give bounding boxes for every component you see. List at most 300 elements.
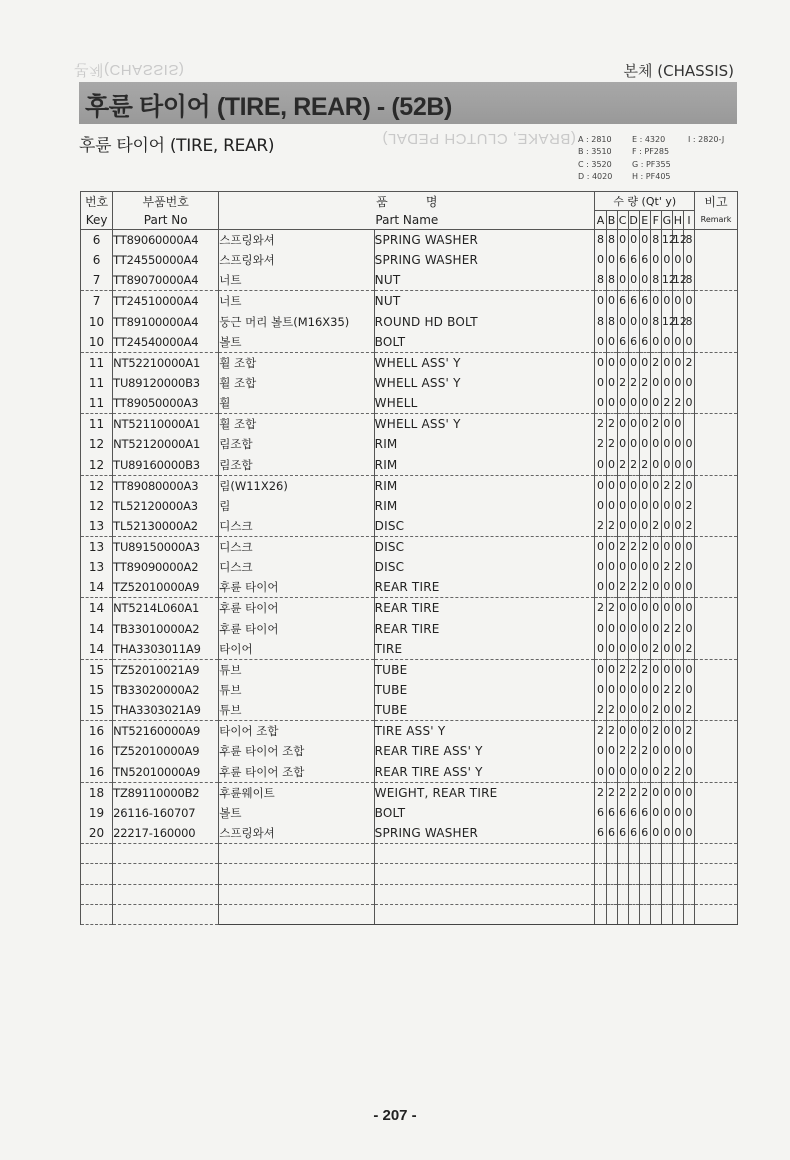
english-name-cell: DISC	[374, 557, 595, 577]
remark-cell	[695, 721, 738, 742]
table-row	[81, 577, 738, 598]
qty-cell: 2	[628, 659, 639, 680]
blank-cell	[639, 905, 650, 925]
key-cell: 14	[81, 618, 113, 638]
key-cell: 16	[81, 741, 113, 761]
key-cell: 14	[81, 598, 113, 619]
blank-cell	[672, 843, 683, 863]
qty-cell: 2	[628, 536, 639, 557]
qty-cell: 2	[595, 516, 606, 537]
qty-cell: 2	[628, 455, 639, 476]
table-row	[81, 332, 738, 353]
blank-cell	[639, 843, 650, 863]
blank-cell	[650, 884, 661, 904]
qty-cell: 0	[672, 803, 683, 823]
blank-cell	[650, 864, 661, 884]
remark-cell	[695, 352, 738, 373]
remark-cell	[695, 557, 738, 577]
qty-cell: 0	[683, 475, 694, 496]
qty-cell: 0	[639, 700, 650, 721]
key-cell: 11	[81, 393, 113, 414]
qty-cell: 2	[672, 618, 683, 638]
qty-cell: 8	[683, 311, 694, 331]
qty-cell: 0	[595, 352, 606, 373]
remark-cell	[695, 741, 738, 761]
english-name-cell: RIM	[374, 434, 595, 454]
korean-name-cell: 후륜 타이어	[219, 598, 374, 619]
qty-cell: 2	[617, 782, 628, 803]
table-row	[81, 455, 738, 476]
qty-cell: 2	[650, 639, 661, 660]
key-cell: 15	[81, 680, 113, 700]
qty-cell: 0	[628, 270, 639, 291]
qty-cell: 2	[639, 577, 650, 598]
qty-cell: 0	[595, 250, 606, 270]
key-cell: 12	[81, 434, 113, 454]
korean-name-cell: 스프링와셔	[219, 250, 374, 270]
blank-cell	[695, 905, 738, 925]
key-cell: 11	[81, 414, 113, 435]
qty-cell: 2	[617, 659, 628, 680]
qty-cell: 0	[606, 455, 617, 476]
part-no-cell: 26116-160707	[113, 803, 219, 823]
blank-cell	[606, 884, 617, 904]
blank-cell	[617, 864, 628, 884]
qty-cell: 2	[595, 434, 606, 454]
qty-cell: 0	[683, 762, 694, 783]
qty-cell: 0	[639, 680, 650, 700]
qty-cell: 0	[650, 741, 661, 761]
english-name-cell: TUBE	[374, 680, 595, 700]
qty-cell: 0	[661, 782, 672, 803]
table-row	[81, 680, 738, 700]
english-name-cell: TIRE	[374, 639, 595, 660]
remark-cell	[695, 659, 738, 680]
qty-cell: 0	[628, 721, 639, 742]
qty-cell: 2	[683, 639, 694, 660]
model-code: C : 3520	[578, 159, 612, 169]
qty-cell: 0	[639, 475, 650, 496]
qty-cell: 6	[595, 803, 606, 823]
qty-cell: 2	[683, 352, 694, 373]
english-name-cell: BOLT	[374, 803, 595, 823]
header-part-no: 부품번호 Part No	[113, 192, 219, 230]
qty-cell: 6	[595, 823, 606, 844]
qty-cell: 0	[639, 434, 650, 454]
qty-cell: 0	[650, 557, 661, 577]
qty-cell: 8	[606, 311, 617, 331]
blank-cell	[672, 864, 683, 884]
qty-cell: 6	[617, 250, 628, 270]
key-cell: 16	[81, 721, 113, 742]
qty-cell: 8	[683, 230, 694, 251]
qty-cell: 0	[628, 598, 639, 619]
model-code-column	[632, 134, 671, 183]
qty-cell: 0	[661, 332, 672, 353]
qty-cell: 2	[672, 475, 683, 496]
qty-cell: 0	[617, 434, 628, 454]
blank-cell	[81, 843, 113, 863]
qty-cell: 0	[606, 332, 617, 353]
table-row	[81, 475, 738, 496]
blank-cell	[628, 864, 639, 884]
blank-cell	[650, 843, 661, 863]
blank-cell	[617, 843, 628, 863]
blank-cell	[683, 884, 694, 904]
qty-cell: 2	[595, 782, 606, 803]
english-name-cell: TUBE	[374, 700, 595, 721]
header-part-name: 품 명 Part Name	[219, 192, 595, 230]
qty-cell: 0	[672, 291, 683, 312]
korean-name-cell: 휠	[219, 393, 374, 414]
key-cell: 14	[81, 577, 113, 598]
key-cell: 7	[81, 291, 113, 312]
qty-cell: 2	[639, 373, 650, 393]
qty-cell: 0	[683, 823, 694, 844]
qty-cell: 0	[650, 762, 661, 783]
qty-cell	[683, 414, 694, 435]
qty-cell: 8	[650, 311, 661, 331]
part-no-cell: TT24550000A4	[113, 250, 219, 270]
qty-cell: 0	[606, 618, 617, 638]
key-cell: 12	[81, 475, 113, 496]
key-cell: 12	[81, 496, 113, 516]
english-name-cell: DISC	[374, 536, 595, 557]
qty-cell: 0	[639, 414, 650, 435]
qty-cell: 0	[639, 393, 650, 414]
model-code-column	[688, 134, 724, 146]
part-no-cell: TL52120000A3	[113, 496, 219, 516]
qty-cell: 0	[628, 311, 639, 331]
key-cell: 11	[81, 352, 113, 373]
blank-cell	[113, 905, 219, 925]
key-cell: 10	[81, 332, 113, 353]
korean-name-cell: 후륜웨이트	[219, 782, 374, 803]
qty-cell: 0	[650, 373, 661, 393]
remark-cell	[695, 639, 738, 660]
qty-cell: 0	[606, 639, 617, 660]
qty-cell: 0	[661, 250, 672, 270]
qty-cell: 2	[661, 393, 672, 414]
table-row	[81, 414, 738, 435]
qty-cell: 2	[628, 577, 639, 598]
qty-cell: 6	[617, 803, 628, 823]
qty-cell: 0	[639, 516, 650, 537]
header-qty-col: I	[683, 211, 694, 230]
qty-cell: 0	[683, 557, 694, 577]
qty-cell: 0	[683, 393, 694, 414]
qty-cell: 0	[683, 373, 694, 393]
english-name-cell: REAR TIRE	[374, 577, 595, 598]
qty-cell: 0	[672, 373, 683, 393]
qty-cell: 6	[628, 803, 639, 823]
part-no-cell: TL52130000A2	[113, 516, 219, 537]
english-name-cell: TUBE	[374, 659, 595, 680]
qty-cell: 0	[672, 782, 683, 803]
header-qty-col: E	[639, 211, 650, 230]
qty-cell: 2	[683, 721, 694, 742]
english-name-cell: REAR TIRE ASS' Y	[374, 762, 595, 783]
qty-cell: 0	[628, 618, 639, 638]
blank-cell	[695, 843, 738, 863]
remark-cell	[695, 782, 738, 803]
blank-row	[81, 884, 738, 904]
blank-cell	[672, 884, 683, 904]
table-row	[81, 352, 738, 373]
qty-cell: 0	[661, 373, 672, 393]
qty-cell: 12	[661, 311, 672, 331]
qty-cell: 0	[595, 762, 606, 783]
header-qty-col: G	[661, 211, 672, 230]
remark-cell	[695, 577, 738, 598]
qty-cell: 0	[606, 680, 617, 700]
qty-cell: 0	[628, 639, 639, 660]
qty-cell: 2	[661, 618, 672, 638]
key-cell: 15	[81, 659, 113, 680]
blank-cell	[606, 843, 617, 863]
part-no-cell: TU89120000B3	[113, 373, 219, 393]
qty-cell: 2	[595, 700, 606, 721]
model-code: B : 3510	[578, 147, 612, 157]
english-name-cell: RIM	[374, 455, 595, 476]
table-row	[81, 639, 738, 660]
part-no-cell: TZ52010000A9	[113, 577, 219, 598]
korean-name-cell: 후륜 타이어	[219, 618, 374, 638]
qty-cell: 2	[617, 373, 628, 393]
qty-cell: 0	[672, 352, 683, 373]
model-code: A : 2810	[578, 135, 612, 144]
table-row	[81, 741, 738, 761]
korean-name-cell: 휠 조합	[219, 414, 374, 435]
part-no-cell: THA3303021A9	[113, 700, 219, 721]
qty-cell: 0	[606, 741, 617, 761]
blank-cell	[617, 884, 628, 904]
model-code: E : 4320	[632, 135, 666, 144]
english-name-cell: SPRING WASHER	[374, 250, 595, 270]
qty-cell: 0	[683, 434, 694, 454]
blank-cell	[695, 864, 738, 884]
english-name-cell: WEIGHT, REAR TIRE	[374, 782, 595, 803]
qty-cell: 6	[617, 823, 628, 844]
qty-cell: 0	[683, 577, 694, 598]
qty-cell: 0	[628, 393, 639, 414]
blank-cell	[639, 884, 650, 904]
key-cell: 19	[81, 803, 113, 823]
qty-cell: 0	[617, 618, 628, 638]
part-no-cell: TT89080000A3	[113, 475, 219, 496]
blank-cell	[606, 864, 617, 884]
table-row	[81, 536, 738, 557]
qty-cell: 2	[617, 577, 628, 598]
key-cell: 11	[81, 373, 113, 393]
qty-cell: 0	[639, 270, 650, 291]
qty-cell: 8	[595, 311, 606, 331]
header-qty-col: A	[595, 211, 606, 230]
header-qty-col: C	[617, 211, 628, 230]
part-no-cell: NT52160000A9	[113, 721, 219, 742]
qty-cell: 0	[650, 618, 661, 638]
qty-cell: 0	[606, 475, 617, 496]
qty-cell: 6	[628, 250, 639, 270]
blank-cell	[661, 884, 672, 904]
blank-cell	[113, 864, 219, 884]
qty-cell: 0	[628, 496, 639, 516]
qty-cell: 0	[672, 496, 683, 516]
qty-cell: 2	[661, 557, 672, 577]
english-name-cell: SPRING WASHER	[374, 230, 595, 251]
qty-cell: 0	[628, 762, 639, 783]
part-no-cell: TT89060000A4	[113, 230, 219, 251]
blank-cell	[595, 884, 606, 904]
qty-cell: 0	[628, 557, 639, 577]
qty-cell: 0	[672, 516, 683, 537]
qty-cell: 0	[672, 659, 683, 680]
korean-name-cell: 디스크	[219, 516, 374, 537]
qty-cell: 0	[595, 659, 606, 680]
qty-cell: 0	[650, 659, 661, 680]
table-row	[81, 700, 738, 721]
english-name-cell: RIM	[374, 475, 595, 496]
qty-cell: 0	[639, 311, 650, 331]
qty-cell: 0	[661, 496, 672, 516]
key-cell: 10	[81, 311, 113, 331]
qty-cell: 0	[661, 434, 672, 454]
blank-row	[81, 843, 738, 863]
qty-cell: 8	[595, 230, 606, 251]
table-row	[81, 434, 738, 454]
key-cell: 13	[81, 536, 113, 557]
qty-cell: 8	[606, 230, 617, 251]
qty-cell: 0	[595, 639, 606, 660]
qty-cell: 0	[650, 393, 661, 414]
blank-cell	[81, 864, 113, 884]
qty-cell: 0	[595, 577, 606, 598]
qty-cell: 0	[617, 414, 628, 435]
blank-cell	[650, 905, 661, 925]
qty-cell: 0	[595, 393, 606, 414]
qty-cell: 0	[672, 700, 683, 721]
blank-cell	[113, 843, 219, 863]
english-name-cell: REAR TIRE	[374, 618, 595, 638]
part-no-cell: TZ89110000B2	[113, 782, 219, 803]
remark-cell	[695, 496, 738, 516]
part-no-cell: TB33010000A2	[113, 618, 219, 638]
remark-cell	[695, 373, 738, 393]
qty-cell: 2	[672, 393, 683, 414]
part-no-cell: TT24510000A4	[113, 291, 219, 312]
english-name-cell: WHELL ASS' Y	[374, 414, 595, 435]
qty-cell: 0	[617, 639, 628, 660]
header-key: 번호 Key	[81, 192, 113, 230]
blank-cell	[81, 884, 113, 904]
qty-cell: 6	[628, 823, 639, 844]
english-name-cell: ROUND HD BOLT	[374, 311, 595, 331]
qty-cell: 0	[606, 496, 617, 516]
qty-cell: 0	[628, 700, 639, 721]
qty-cell: 0	[672, 639, 683, 660]
header-qty-col: D	[628, 211, 639, 230]
korean-name-cell: 후륜 타이어	[219, 577, 374, 598]
qty-cell: 2	[683, 516, 694, 537]
qty-cell: 2	[639, 659, 650, 680]
blank-cell	[595, 905, 606, 925]
header-qty: 수 량 (Qt' y)	[595, 192, 695, 211]
remark-cell	[695, 475, 738, 496]
qty-cell: 2	[639, 455, 650, 476]
qty-cell: 6	[617, 291, 628, 312]
qty-cell: 8	[650, 230, 661, 251]
qty-cell: 0	[661, 741, 672, 761]
remark-cell	[695, 414, 738, 435]
qty-cell: 6	[606, 823, 617, 844]
qty-cell: 0	[661, 598, 672, 619]
key-cell: 16	[81, 762, 113, 783]
qty-cell: 0	[650, 332, 661, 353]
qty-cell: 2	[617, 536, 628, 557]
blank-cell	[661, 843, 672, 863]
table-row	[81, 557, 738, 577]
model-code: D : 4020	[578, 171, 613, 181]
qty-cell: 0	[606, 250, 617, 270]
qty-cell: 0	[672, 741, 683, 761]
qty-cell: 0	[661, 803, 672, 823]
english-name-cell: SPRING WASHER	[374, 823, 595, 844]
qty-cell: 2	[606, 414, 617, 435]
qty-cell: 0	[606, 393, 617, 414]
qty-cell: 0	[661, 577, 672, 598]
blank-cell	[683, 864, 694, 884]
qty-cell: 0	[606, 536, 617, 557]
qty-cell: 2	[639, 741, 650, 761]
blank-cell	[374, 905, 595, 925]
blank-cell	[374, 843, 595, 863]
qty-cell: 0	[606, 291, 617, 312]
bleed-through-text: (BRAKE, CLUTCH PEDAL)	[382, 130, 576, 147]
blank-cell	[672, 905, 683, 925]
qty-cell: 0	[595, 741, 606, 761]
korean-name-cell: 볼트	[219, 803, 374, 823]
qty-cell: 0	[650, 536, 661, 557]
table-row	[81, 373, 738, 393]
page-subtitle: 후륜 타이어 (TIRE, REAR)	[79, 136, 275, 156]
table-row	[81, 311, 738, 331]
qty-cell: 0	[617, 557, 628, 577]
key-cell: 18	[81, 782, 113, 803]
qty-cell: 0	[650, 291, 661, 312]
korean-name-cell: 타이어	[219, 639, 374, 660]
qty-cell: 6	[628, 332, 639, 353]
remark-cell	[695, 250, 738, 270]
qty-cell: 0	[650, 455, 661, 476]
model-code: G : PF355	[632, 159, 671, 169]
qty-cell: 0	[628, 680, 639, 700]
qty-cell: 6	[639, 803, 650, 823]
section-label: 본체 (CHASSIS)	[623, 62, 734, 80]
qty-cell: 0	[595, 680, 606, 700]
qty-cell: 2	[606, 598, 617, 619]
blank-cell	[606, 905, 617, 925]
english-name-cell: BOLT	[374, 332, 595, 353]
qty-cell: 0	[672, 598, 683, 619]
qty-cell: 0	[617, 598, 628, 619]
blank-cell	[595, 864, 606, 884]
part-no-cell: TN52010000A9	[113, 762, 219, 783]
key-cell: 15	[81, 700, 113, 721]
korean-name-cell: 후륜 타이어 조합	[219, 741, 374, 761]
blank-cell	[219, 884, 374, 904]
blank-cell	[81, 905, 113, 925]
qty-cell: 0	[683, 455, 694, 476]
